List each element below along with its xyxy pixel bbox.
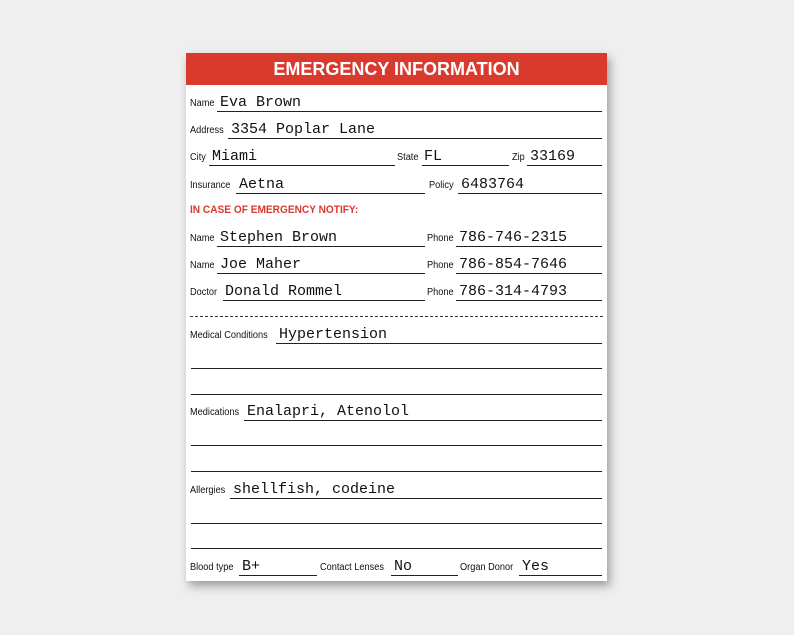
doctor-label: Doctor (190, 287, 218, 298)
city-label: City (190, 152, 206, 163)
insurance-row (186, 172, 607, 194)
organ-donor-field[interactable]: Yes (522, 558, 550, 575)
insurance-field[interactable]: Aetna (239, 176, 285, 193)
contact-name-field[interactable]: Joe Maher (220, 256, 302, 273)
address-field[interactable]: 3354 Poplar Lane (231, 121, 376, 138)
emergency-info-card (186, 53, 607, 581)
doctor-name-field[interactable]: Donald Rommel (225, 283, 343, 300)
city-state-zip-row (186, 144, 607, 166)
medical-conditions-field[interactable]: Hypertension (279, 326, 388, 343)
zip-label: Zip (512, 152, 525, 163)
blank-line[interactable] (191, 368, 602, 369)
doctor-phone-label: Phone (427, 287, 454, 298)
medications-field[interactable]: Enalapri, Atenolol (247, 403, 410, 420)
policy-field[interactable]: 6483764 (461, 176, 525, 193)
blank-line[interactable] (191, 445, 602, 446)
contact-name-field[interactable]: Stephen Brown (220, 229, 338, 246)
contact-lenses-field[interactable]: No (394, 558, 413, 575)
medical-conditions-label: Medical Conditions (190, 330, 268, 341)
contact-phone-label: Phone (427, 233, 454, 244)
doctor-phone-field[interactable]: 786-314-4793 (459, 283, 568, 300)
city-field[interactable]: Miami (212, 148, 258, 165)
name-row (186, 90, 607, 112)
emergency-notify-heading: IN CASE OF EMERGENCY NOTIFY: (190, 204, 359, 216)
zip-field[interactable]: 33169 (530, 148, 576, 165)
contact-phone-label: Phone (427, 260, 454, 271)
contact-name-label: Name (190, 260, 215, 271)
name-field[interactable]: Eva Brown (220, 94, 302, 111)
organ-donor-label: Organ Donor (460, 562, 514, 573)
blood-type-label: Blood type (190, 562, 234, 573)
contact-name-label: Name (190, 233, 215, 244)
tear-line-divider (190, 316, 603, 317)
contact-phone-field[interactable]: 786-854-7646 (459, 256, 568, 273)
address-row (186, 117, 607, 139)
medications-row (186, 399, 607, 421)
blank-line[interactable] (191, 523, 602, 524)
contact-lenses-label: Contact Lenses (320, 562, 384, 573)
blank-line[interactable] (191, 394, 602, 395)
address-label: Address (190, 125, 224, 136)
contact-row (186, 252, 607, 274)
contact-phone-field[interactable]: 786-746-2315 (459, 229, 568, 246)
state-label: State (397, 152, 419, 163)
blank-line[interactable] (191, 548, 602, 549)
blank-line[interactable] (191, 471, 602, 472)
policy-label: Policy (429, 180, 454, 191)
doctor-row (186, 279, 607, 301)
footer-row (186, 554, 607, 576)
blood-type-field[interactable]: B+ (242, 558, 261, 575)
contact-row (186, 225, 607, 247)
insurance-label: Insurance (190, 180, 231, 191)
name-label: Name (190, 98, 215, 109)
medications-label: Medications (190, 407, 240, 418)
allergies-label: Allergies (190, 485, 226, 496)
card-title: EMERGENCY INFORMATION (186, 53, 607, 85)
state-field[interactable]: FL (424, 148, 443, 165)
allergies-row (186, 477, 607, 499)
allergies-field[interactable]: shellfish, codeine (233, 481, 396, 498)
medical-conditions-row (186, 322, 607, 344)
